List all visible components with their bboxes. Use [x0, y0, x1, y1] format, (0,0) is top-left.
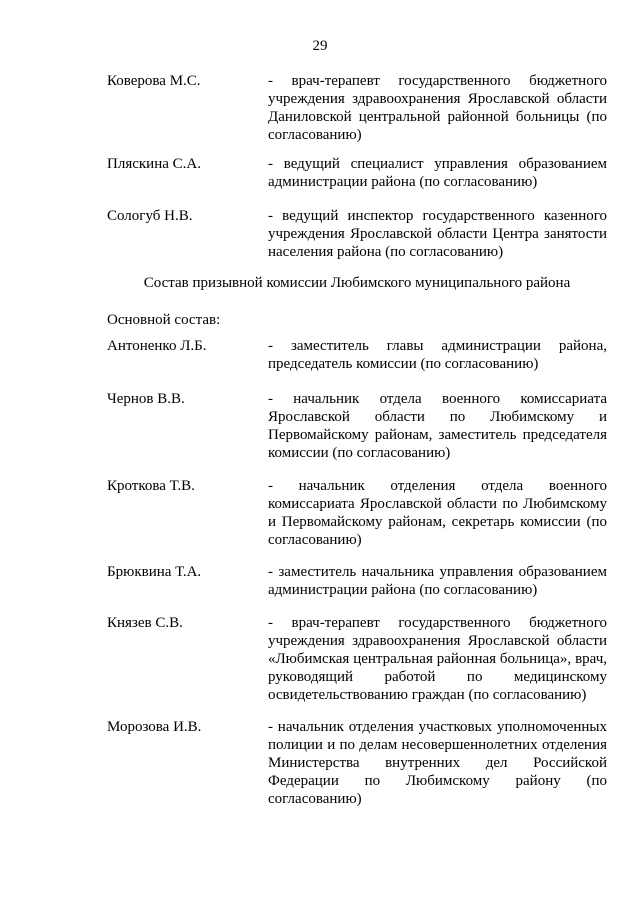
member-description: - врач-терапевт государственного бюджетного учреждения здравоохранения Ярославской области Даниловской центральной районной больницы (по согласованию): [268, 73, 607, 143]
member-description: - начальник отдела военного комиссариата Ярославской области по Любимскому и Первомайскому районам, заместитель председателя комиссии (по согласованию): [268, 391, 607, 461]
member-description: - ведущий специалист управления образованием администрации района (по согласованию): [268, 156, 607, 190]
member-description: - ведущий инспектор государственного казенного учреждения Ярославской области Центра занятости населения района (по согласованию): [268, 208, 607, 260]
member-name: Коверова М.С.: [107, 73, 201, 89]
member-description: - врач-терапевт государственного бюджетного учреждения здравоохранения Ярославской области «Любимская центральная районная больница», врач, руководящий работой по медицинскому освидетельствованию граждан (по согласованию): [268, 615, 607, 703]
member-description: - начальник отделения участковых уполномоченных полиции и по делам несовершеннолетних отделения Министерства внутренних дел Российской Федерации по Любимскому району (по согласованию): [268, 719, 607, 807]
member-name: Сологуб Н.В.: [107, 208, 193, 224]
member-description: - начальник отделения отдела военного комиссариата Ярославской области по Любимскому и Первомайскому районам, секретарь комиссии (по согласованию): [268, 478, 607, 548]
member-name: Морозова И.В.: [107, 719, 202, 735]
member-description: - заместитель главы администрации района, председатель комиссии (по согласованию): [268, 338, 607, 372]
member-name: Чернов В.В.: [107, 391, 185, 407]
member-description: - заместитель начальника управления образованием администрации района (по согласованию): [268, 564, 607, 598]
section-title: Состав призывной комиссии Любимского муниципального района: [143, 275, 571, 291]
member-name: Брюквина Т.А.: [107, 564, 202, 580]
member-name: Антоненко Л.Б.: [107, 338, 207, 354]
member-name: Кроткова Т.В.: [107, 478, 195, 494]
member-name: Пляскина С.А.: [107, 156, 201, 172]
member-name: Князев С.В.: [107, 615, 183, 631]
subsection-title: Основной состав:: [107, 312, 221, 328]
page-number: 29: [312, 38, 328, 54]
